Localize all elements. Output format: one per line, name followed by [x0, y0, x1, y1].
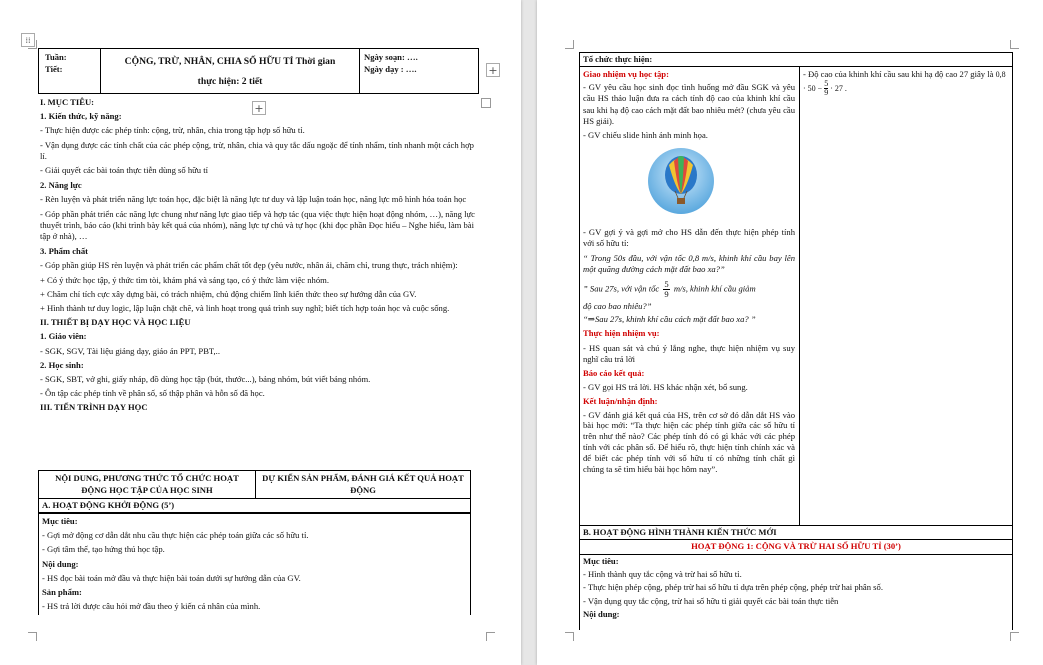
table-move-handle[interactable]: ⁞⁞	[21, 33, 35, 47]
bao-cao-label: Báo cáo kết quả:	[583, 368, 645, 379]
paragraph: + Hình thành tư duy logic, lập luận chặt chẽ, và linh hoạt trong quá trình suy nghĩ; biết tích hợp toán học và cuộc sống.	[40, 303, 450, 314]
tiet-label: Tiết:	[45, 64, 63, 74]
paragraph: - GV gợi ý và gợi mở cho HS dẫn đến thực hiện phép tính với số hữu tỉ:	[583, 227, 795, 249]
muc-tieu-label: Mục tiêu:	[42, 516, 78, 526]
paragraph: + Chăm chỉ tích cực xây dựng bài, có trách nhiệm, chủ động chiếm lĩnh kiến thức theo sự hướng dẫn của GV.	[40, 288, 417, 299]
paragraph: - Vận dụng được các tính chất của các phép cộng, trừ, nhân, chia và quy tắc dấu ngoặc để tính nhẩm, tính nhanh một cách hợp lí.	[40, 139, 474, 161]
activity-table-continued	[579, 52, 1013, 630]
section-heading: II. THIẾT BỊ DẠY HỌC VÀ HỌC LIỆU	[40, 317, 191, 328]
paragraph: - HS quan sát và chú ý lắng nghe, thực hiện nhiệm vụ suy nghĩ câu trả lời	[583, 342, 795, 364]
ket-luan-label: Kết luận/nhận định:	[583, 396, 658, 407]
ngay-soan: Ngày soạn: ….	[364, 52, 418, 62]
tuan-label: Tuần:	[45, 52, 67, 62]
activity-1-content	[583, 556, 1009, 620]
san-pham-label: Sản phẩm:	[42, 587, 82, 598]
paragraph: - Góp phần phát triển các năng lực chung như năng lực giao tiếp và hợp tác (qua việc thực hiện hoạt động nhóm, …), năng lực thuyết trình, báo cáo (khi trình bày kết quả của nhóm), năng lực tự chủ và tự học (khi đọc phần Đọc hiểu – Nghe hiểu, làm bài tập ở nhà), …	[40, 208, 475, 242]
margin-corner-mark	[1010, 632, 1019, 641]
formula: 0,8 · 50 − $\frac{5}{9}$ · 27 .	[803, 70, 1006, 98]
subsection-heading: 2. Năng lực	[40, 180, 82, 191]
quote: “⇒Sau 27s, khinh khí cầu cách mặt đất bao xa? ”	[583, 314, 756, 325]
balloon-illustration	[647, 147, 715, 215]
paragraph: - Ôn tập các phép tính về phân số, số thập phân và hỗn số đã học.	[40, 388, 265, 399]
margin-corner-mark	[565, 632, 574, 641]
column-header: DỰ KIẾN SẢN PHẨM, ĐÁNH GIÁ KẾT QUẢ HOẠT ĐỘNG	[262, 473, 464, 495]
resize-handle[interactable]	[481, 98, 491, 108]
margin-corner-mark	[565, 40, 574, 49]
paragraph: - GV đánh giá kết quả của HS, trên cơ sở đó dẫn dắt HS vào bài học mới: “Ta thực hiện các phép tính giữa các số hữu tỉ trên như thế nào? Các phép tính đó có gì khác với các phép tính với các phân số. Để hiểu rõ, thực hiện tính chính xác và để biết các phép tính với số hữu tỉ có những tính chất gì chúng ta sẽ tìm hiểu bài học hôm nay”.	[583, 409, 795, 474]
fraction: $\frac{5}{9}$	[664, 279, 669, 300]
paragraph: - GV gọi HS trả lời. HS khác nhận xét, bổ sung.	[583, 382, 748, 393]
noi-dung-label: Nội dung:	[42, 558, 79, 569]
quote: “ Trong 50s đầu, với vận tốc 0,8 m/s, khinh khí cầu bay lên một quãng đường cách mặt đất bao xa?”	[583, 252, 795, 274]
paragraph: - SGK, SBT, vở ghi, giấy nháp, đồ dùng học tập (bút, thước...), bảng nhóm, bút viết bảng nhóm.	[40, 374, 371, 385]
paragraph: - Gợi tâm thế, tạo hứng thú học tập.	[42, 544, 165, 555]
paragraph: - HS đọc bài toán mở đầu và thực hiện bài toán dưới sự hướng dẫn của GV.	[42, 572, 301, 583]
section-a-content	[42, 516, 467, 612]
margin-corner-mark	[28, 40, 37, 49]
activity-1-heading: HOẠT ĐỘNG 1: CỘNG VÀ TRỪ HAI SỐ HỮU TỈ (30’)	[691, 541, 901, 551]
paragraph: - Hình thành quy tắc cộng và trừ hai số hữu tỉ.	[583, 569, 742, 580]
quote-with-fraction: ” Sau 27s, với vận tốc $\frac{5}{9}$ m/s, khinh khí cầu giảm độ cao bao nhiêu?”	[583, 279, 756, 312]
paragraph: - Gợi mở động cơ dẫn dắt nhu cầu thực hiện các phép toán giữa các số hữu tỉ.	[42, 530, 309, 541]
paragraph: - HS trả lời được câu hỏi mở đầu theo ý kiến cá nhân của mình.	[42, 601, 261, 612]
activity-table	[38, 470, 471, 615]
page1-body	[40, 97, 478, 414]
paragraph: - GV chiếu slide hình ảnh minh họa.	[583, 130, 708, 141]
lesson-title: CỘNG, TRỪ, NHÂN, CHIA SỐ HỮU TỈ Thời gian thực hiện: 2 tiết	[124, 56, 336, 87]
section-b-heading: B. HOẠT ĐỘNG HÌNH THÀNH KIẾN THỨC MỚI	[583, 527, 777, 537]
paragraph: - Góp phần giúp HS rèn luyện và phát triển các phẩm chất tốt đẹp (yêu nước, nhân ái, chăm chỉ, trung thực, trách nhiệm):	[40, 260, 458, 271]
subsection-heading: 3. Phẩm chất	[40, 246, 88, 257]
noi-dung-label: Nội dung:	[583, 608, 620, 619]
hot-air-balloon-image	[647, 147, 715, 215]
paragraph: + Có ý thức học tập, ý thức tìm tòi, khám phá và sáng tạo, có ý thức làm việc nhóm.	[40, 274, 329, 285]
subsection-heading: 1. Kiến thức, kỹ năng:	[40, 111, 122, 122]
section-heading: III. TIẾN TRÌNH DẠY HỌC	[40, 402, 148, 413]
add-column-button[interactable]: +	[486, 63, 500, 77]
section-heading: I. MỤC TIÊU:	[40, 97, 95, 107]
thuc-hien-label: Thực hiện nhiệm vụ:	[583, 328, 660, 339]
subsection-heading: 1. Giáo viên:	[40, 331, 87, 342]
right-column: - Độ cao của khinh khí cầu sau khi hạ độ cao 27 giây là 0,8 · 50 − $\frac{5}{9}$ · 27 .	[803, 69, 1006, 98]
margin-corner-mark	[1010, 40, 1019, 49]
section-a-heading: A. HOẠT ĐỘNG KHỞI ĐỘNG (5’)	[42, 500, 175, 510]
margin-corner-mark	[486, 632, 495, 641]
fraction: $\frac{5}{9}$	[824, 79, 829, 98]
paragraph: - Thực hiện được các phép tính: cộng, trừ, nhân, chia trong tập hợp số hữu tỉ.	[40, 125, 305, 136]
giao-nv-label: Giao nhiệm vụ học tập:	[583, 69, 669, 79]
paragraph: - SGK, SGV, Tài liệu giảng dạy, giáo án PPT, PBT,..	[40, 345, 220, 356]
header-table	[38, 48, 479, 94]
paragraph: - Vận dụng quy tắc cộng, trừ hai số hữu tỉ giải quyết các bài toán thực tiễn	[583, 595, 839, 606]
left-column	[583, 69, 795, 474]
paragraph: - GV yêu cầu học sinh đọc tình huống mở đầu SGK và yêu cầu HS thảo luận đưa ra cách tính độ cao của khinh khí cầu sau khi hạ độ cao cách mặt đất bao nhiêu mét? (chưa yêu cầu HS giải).	[583, 82, 795, 126]
to-chuc-label: Tổ chức thực hiện:	[583, 54, 653, 64]
ngay-day: Ngày dạy : ….	[364, 64, 417, 74]
document-page-1	[0, 0, 521, 665]
margin-corner-mark	[28, 632, 37, 641]
paragraph: - Rèn luyện và phát triển năng lực toán học, đặc biệt là năng lực tư duy và lập luận toán học, năng lực mô hình hóa toán học	[40, 194, 467, 205]
document-page-2	[537, 0, 1043, 665]
subsection-heading: 2. Học sinh:	[40, 359, 84, 370]
column-header: NỘI DUNG, PHƯƠNG THỨC TỔ CHỨC HOẠT ĐỘNG HỌC TẬP CỦA HỌC SINH	[55, 473, 239, 495]
muc-tieu-label: Mục tiêu:	[583, 556, 619, 566]
paragraph: - Giải quyết các bài toán thực tiễn dùng số hữu tỉ	[40, 165, 209, 176]
add-row-button[interactable]: +	[252, 101, 266, 115]
paragraph: - Thực hiện phép cộng, phép trừ hai số hữu tỉ dựa trên phép cộng, phép trừ hai phân số.	[583, 582, 883, 593]
